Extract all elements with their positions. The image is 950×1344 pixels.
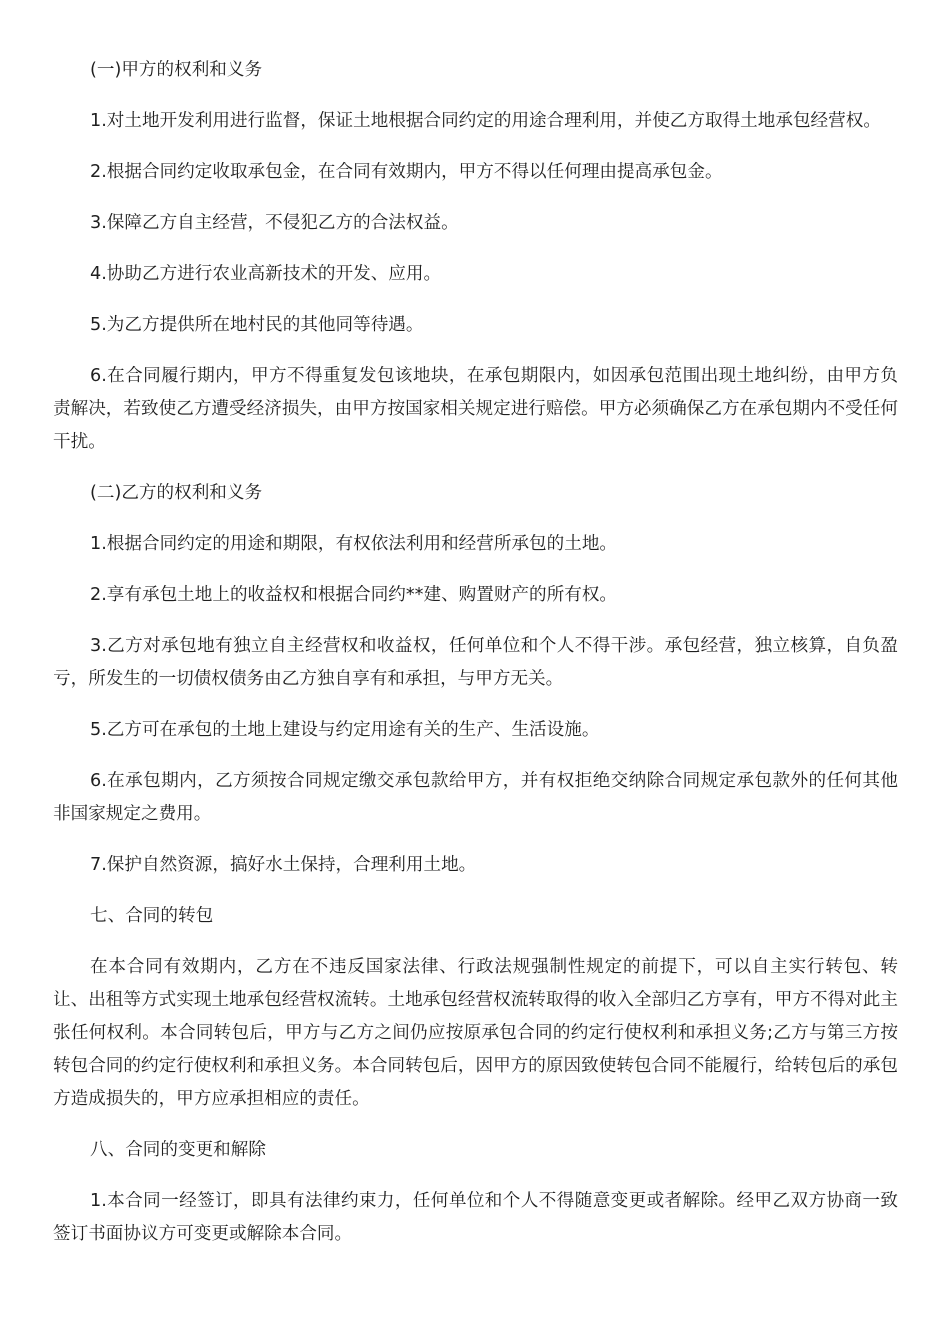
party-b-clause-7: 7.保护自然资源，搞好水土保持，合理利用土地。 — [90, 855, 477, 875]
modification-clause-1: 1.本合同一经签订，即具有法律约束力，任何单位和个人不得随意变更或者解除。经甲乙双方协商一致签订书面协议方可变更或解除本合同。 — [53, 1191, 898, 1244]
party-b-clause-2: 2.享有承包土地上的收益权和根据合同约**建、购置财产的所有权。 — [90, 585, 618, 605]
subcontracting-clause: 在本合同有效期内，乙方在不违反国家法律、行政法规强制性规定的前提下，可以自主实行转包、转让、出租等方式实现土地承包经营权流转。土地承包经营权流转取得的收入全部归乙方享有，甲方不得对此主张任何权利。本合同转包后，甲方与乙方之间仍应按原承包合同的约定行使权利和承担义务;乙方与第三方按转包合同的约定行使权利和承担义务。本合同转包后，因甲方的原因致使转包合同不能履行，给转包后的承包方造成损失的，甲方应承担相应的责任。 — [53, 957, 898, 1109]
section-heading-party-b-rights: (二)乙方的权利和义务 — [90, 483, 263, 503]
party-a-clause-2: 2.根据合同约定收取承包金，在合同有效期内，甲方不得以任何理由提高承包金。 — [90, 162, 723, 182]
party-a-clause-4: 4.协助乙方进行农业高新技术的开发、应用。 — [90, 264, 442, 284]
party-b-clause-1: 1.根据合同约定的用途和期限，有权依法利用和经营所承包的土地。 — [90, 534, 618, 554]
section-heading-subcontracting: 七、合同的转包 — [90, 906, 214, 926]
party-a-clause-3: 3.保障乙方自主经营，不侵犯乙方的合法权益。 — [90, 213, 459, 233]
party-b-clause-6: 6.在承包期内，乙方须按合同规定缴交承包款给甲方，并有权拒绝交纳除合同规定承包款外的任何其他非国家规定之费用。 — [53, 771, 898, 824]
document-body — [53, 54, 898, 1269]
party-a-clause-5: 5.为乙方提供所在地村民的其他同等待遇。 — [90, 315, 424, 335]
party-a-clause-6: 6.在合同履行期内，甲方不得重复发包该地块，在承包期限内，如因承包范围出现土地纠纷，由甲方负责解决，若致使乙方遭受经济损失，由甲方按国家相关规定进行赔偿。甲方必须确保乙方在承包期内不受任何干扰。 — [53, 366, 898, 452]
party-b-clause-5: 5.乙方可在承包的土地上建设与约定用途有关的生产、生活设施。 — [90, 720, 600, 740]
section-heading-party-a-rights: (一)甲方的权利和义务 — [90, 60, 263, 80]
party-b-clause-3: 3.乙方对承包地有独立自主经营权和收益权，任何单位和个人不得干涉。承包经营，独立核算，自负盈亏，所发生的一切债权债务由乙方独自享有和承担，与甲方无关。 — [53, 636, 898, 689]
party-a-clause-1: 1.对土地开发利用进行监督，保证土地根据合同约定的用途合理利用，并使乙方取得土地承包经营权。 — [90, 111, 881, 131]
section-heading-modification: 八、合同的变更和解除 — [90, 1140, 266, 1160]
